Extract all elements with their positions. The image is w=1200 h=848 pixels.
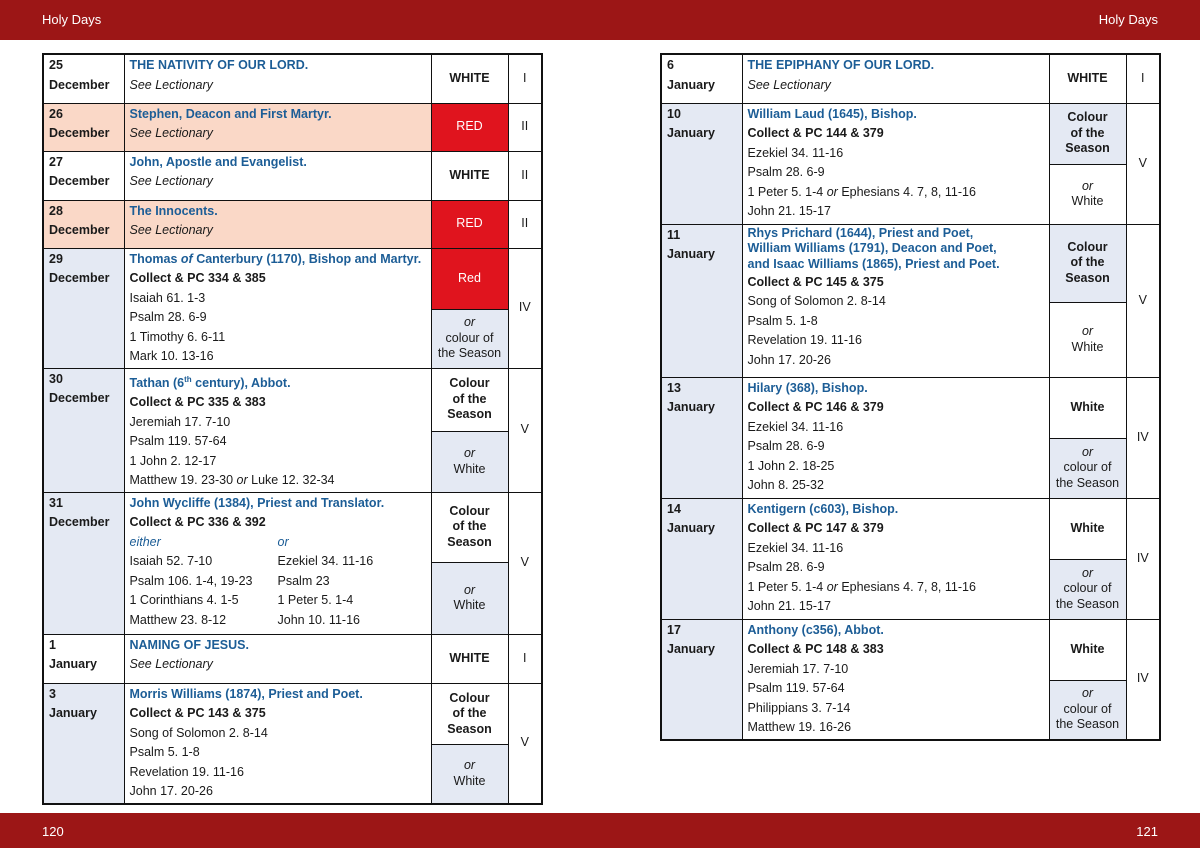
- rank: IV: [1126, 377, 1160, 498]
- page-number-left: 120: [42, 824, 64, 839]
- entry-title: The Innocents.: [129, 203, 218, 218]
- entry-cell: [124, 54, 431, 103]
- alternative-colour: or colour of the Season: [1049, 438, 1126, 498]
- liturgical-colour: Colour of the Season: [1049, 224, 1126, 302]
- reading: Ezekiel 34. 11-16: [747, 540, 844, 555]
- entry-title: William Laud (1645), Bishop.: [747, 106, 917, 121]
- reading: Philippians 3. 7-14: [747, 700, 851, 715]
- alternative-colour: or White: [431, 562, 508, 634]
- rank: II: [508, 200, 542, 248]
- reading: Psalm 28. 6-9: [747, 439, 825, 453]
- reading: Psalm 5. 1-8: [129, 745, 200, 760]
- liturgical-colour: Colour of the Season: [1049, 103, 1126, 164]
- rank: II: [508, 151, 542, 200]
- entry-title: Kentigern (c603), Bishop.: [747, 501, 899, 516]
- liturgical-colour: WHITE: [431, 54, 508, 103]
- table-row: [661, 103, 1160, 164]
- collect: Collect & PC 335 & 383: [129, 395, 266, 410]
- reading: John 21. 15-17: [747, 204, 831, 218]
- liturgical-colour: Colour of the Season: [431, 492, 508, 562]
- page-number-right: 121: [1136, 824, 1158, 839]
- entry-cell: [742, 103, 1049, 224]
- reading: 1 John 2. 12-17: [129, 453, 217, 468]
- reading-columns: either Isaiah 52. 7-10 Psalm 106. 1-4, 19-23 1 Corinthians 4. 1-5 Matthew 23. 8-12 or Ezekiel 34. 11-16 Psalm 23 1 Peter 5. 1-4 John 10. 11-16: [129, 534, 374, 627]
- date-cell: 1 January: [43, 634, 124, 683]
- header-left-title: Holy Days: [42, 12, 102, 27]
- table-row: [661, 224, 1160, 302]
- reading: Revelation 19. 11-16: [129, 764, 244, 779]
- collect: Collect & PC 144 & 379: [747, 126, 884, 140]
- date-cell: 28 December: [43, 200, 124, 248]
- entry-cell: [742, 54, 1049, 103]
- alternative-colour: or White: [1049, 302, 1126, 377]
- entry-cell: [124, 634, 431, 683]
- see-lectionary: See Lectionary: [747, 77, 831, 92]
- liturgical-colour: RED: [431, 200, 508, 248]
- liturgical-colour: Colour of the Season: [431, 683, 508, 744]
- entry-cell: [124, 151, 431, 200]
- entry-cell: [124, 248, 431, 368]
- reading: John 8. 25-32: [747, 478, 824, 492]
- reading: John 17. 20-26: [129, 784, 213, 799]
- see-lectionary: See Lectionary: [129, 174, 213, 188]
- date-cell: 3 January: [43, 683, 124, 804]
- rank: IV: [1126, 619, 1160, 740]
- rank: V: [1126, 224, 1160, 377]
- table-row: [43, 683, 542, 744]
- alternative-colour: or colour of the Season: [1049, 559, 1126, 619]
- reading: Matthew 19. 16-26: [747, 720, 852, 734]
- alternative-colour: or White: [1049, 164, 1126, 224]
- entry-cell: [742, 224, 1049, 377]
- rank: V: [508, 492, 542, 634]
- table-row: [661, 498, 1160, 559]
- reading: Song of Solomon 2. 8-14: [129, 725, 268, 740]
- reading: 1 John 2. 18-25: [747, 458, 835, 473]
- table-row: [43, 368, 542, 431]
- table-row: [43, 54, 542, 103]
- rank: V: [1126, 103, 1160, 224]
- table-row: [661, 619, 1160, 680]
- collect: Collect & PC 143 & 375: [129, 706, 266, 721]
- entry-title: Thomas of Canterbury (1170), Bishop and Martyr.: [129, 251, 422, 266]
- table-row: [43, 492, 542, 562]
- reading: Psalm 119. 57-64: [129, 434, 227, 449]
- rank: IV: [1126, 498, 1160, 619]
- rank: V: [508, 368, 542, 492]
- collect: Collect & PC 147 & 379: [747, 521, 884, 535]
- collect: Collect & PC 146 & 379: [747, 400, 884, 414]
- entry-title: NAMING OF JESUS.: [129, 637, 249, 652]
- reading: 1 Peter 5. 1-4 or Ephesians 4. 7, 8, 11-16: [747, 184, 976, 199]
- liturgical-colour: Red: [431, 248, 508, 309]
- entry-title: Anthony (c356), Abbot.: [747, 622, 884, 637]
- liturgical-colour: WHITE: [431, 151, 508, 200]
- liturgical-colour: RED: [431, 103, 508, 151]
- reading: Matthew 19. 23-30 or Luke 12. 32-34: [129, 473, 335, 488]
- date-cell: 6 January: [661, 54, 742, 103]
- entry-title: Tathan (6th century), Abbot.: [129, 374, 291, 390]
- reading: 1 Timothy 6. 6-11: [129, 329, 226, 344]
- entry-cell: [742, 377, 1049, 498]
- table-row: [43, 151, 542, 200]
- reading: Isaiah 61. 1-3: [129, 290, 206, 305]
- reading: Psalm 5. 1-8: [747, 313, 818, 328]
- liturgical-colour: White: [1049, 619, 1126, 680]
- entry-title: William Williams (1791), Deacon and Poet,: [747, 241, 997, 256]
- liturgical-colour: WHITE: [431, 634, 508, 683]
- date-cell: 29 December: [43, 248, 124, 368]
- rank: II: [508, 103, 542, 151]
- reading: John 21. 15-17: [747, 599, 831, 613]
- reading: Song of Solomon 2. 8-14: [747, 294, 886, 309]
- liturgical-colour: White: [1049, 377, 1126, 438]
- entry-title: Hilary (368), Bishop.: [747, 380, 868, 395]
- collect: Collect & PC 334 & 385: [129, 271, 266, 285]
- entry-title: THE NATIVITY OF OUR LORD.: [129, 58, 309, 72]
- see-lectionary: See Lectionary: [129, 657, 213, 672]
- table-row: [43, 103, 542, 151]
- entry-cell: [124, 200, 431, 248]
- alternative-colour: or White: [431, 744, 508, 803]
- see-lectionary: See Lectionary: [129, 223, 213, 237]
- collect: Collect & PC 336 & 392: [129, 515, 266, 530]
- holy-days-table-right: [660, 53, 1161, 741]
- entry-title: John Wycliffe (1384), Priest and Translator.: [129, 495, 385, 510]
- date-cell: 13 January: [661, 377, 742, 498]
- date-cell: 26 December: [43, 103, 124, 151]
- footer-band: [0, 813, 1200, 848]
- rank: I: [508, 54, 542, 103]
- entry-title: and Isaac Williams (1865), Priest and Poet.: [747, 257, 1000, 272]
- reading: Psalm 28. 6-9: [129, 310, 207, 324]
- reading: Psalm 28. 6-9: [747, 165, 825, 179]
- table-row: [43, 634, 542, 683]
- reading: Jeremiah 17. 7-10: [747, 661, 849, 676]
- entry-cell: [124, 103, 431, 151]
- entry-title: Rhys Prichard (1644), Priest and Poet,: [747, 225, 974, 240]
- reading: Jeremiah 17. 7-10: [129, 414, 231, 429]
- entry-title: Stephen, Deacon and First Martyr.: [129, 106, 332, 121]
- rank: I: [508, 634, 542, 683]
- collect: Collect & PC 148 & 383: [747, 642, 884, 656]
- date-cell: 27 December: [43, 151, 124, 200]
- reading: Mark 10. 13-16: [129, 349, 214, 363]
- date-cell: 14 January: [661, 498, 742, 619]
- alternative-colour: or colour of the Season: [431, 309, 508, 368]
- table-row: [43, 248, 542, 309]
- reading: Psalm 119. 57-64: [747, 681, 845, 695]
- table-row: [661, 54, 1160, 103]
- rank: V: [508, 683, 542, 804]
- entry-cell: [124, 683, 431, 804]
- collect: Collect & PC 145 & 375: [747, 274, 884, 289]
- header-band: [0, 0, 1200, 40]
- liturgical-colour: Colour of the Season: [431, 368, 508, 431]
- entry-cell: [742, 619, 1049, 740]
- reading: 1 Peter 5. 1-4 or Ephesians 4. 7, 8, 11-16: [747, 579, 976, 594]
- liturgical-colour: WHITE: [1049, 54, 1126, 103]
- date-cell: 25 December: [43, 54, 124, 103]
- rank: I: [1126, 54, 1160, 103]
- see-lectionary: See Lectionary: [129, 77, 213, 92]
- header-right-title: Holy Days: [1098, 12, 1158, 27]
- liturgical-colour: White: [1049, 498, 1126, 559]
- date-cell: 17 January: [661, 619, 742, 740]
- reading: Ezekiel 34. 11-16: [747, 145, 844, 160]
- entry-title: John, Apostle and Evangelist.: [129, 154, 307, 169]
- reading: John 17. 20-26: [747, 352, 831, 367]
- reading: Revelation 19. 11-16: [747, 333, 862, 348]
- entry-title: Morris Williams (1874), Priest and Poet.: [129, 686, 363, 701]
- entry-cell: [124, 492, 431, 634]
- date-cell: 11 January: [661, 224, 742, 377]
- date-cell: 10 January: [661, 103, 742, 224]
- alternative-colour: or White: [431, 431, 508, 492]
- date-cell: 31 December: [43, 492, 124, 634]
- table-row: [43, 200, 542, 248]
- rank: IV: [508, 248, 542, 368]
- alternative-colour: or colour of the Season: [1049, 680, 1126, 739]
- holy-days-table-left: [42, 53, 543, 805]
- reading: Psalm 28. 6-9: [747, 560, 825, 574]
- entry-title: THE EPIPHANY OF OUR LORD.: [747, 58, 935, 72]
- date-cell: 30 December: [43, 368, 124, 492]
- see-lectionary: See Lectionary: [129, 126, 213, 140]
- entry-cell: [742, 498, 1049, 619]
- entry-cell: [124, 368, 431, 492]
- reading: Ezekiel 34. 11-16: [747, 419, 844, 434]
- table-row: [661, 377, 1160, 438]
